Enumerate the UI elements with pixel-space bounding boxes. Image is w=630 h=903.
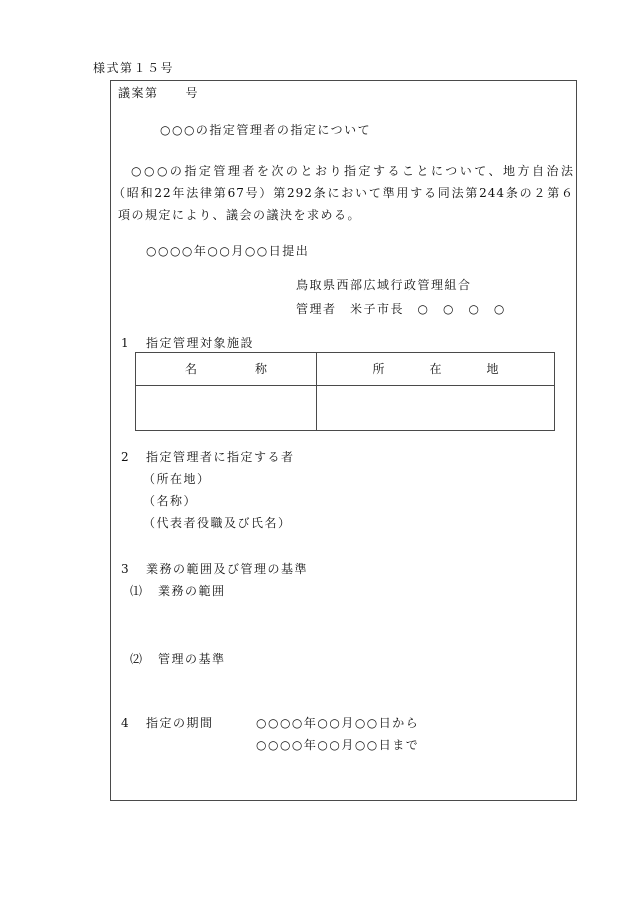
subitem-2-label: 管理の基準 xyxy=(158,652,226,666)
body-line-2: （昭和22年法律第67号）第292条において準用する同法第244条の２第６ xyxy=(113,186,574,200)
designee-address-label: （所在地） xyxy=(143,472,211,486)
section-1-title: 指定管理対象施設 xyxy=(146,336,255,350)
section-4-number: 4 xyxy=(121,716,131,730)
table-row xyxy=(136,386,555,431)
table-header-location: 所 在 地 xyxy=(372,362,506,376)
form-number: 様式第１５号 xyxy=(93,61,175,75)
section-4-title: 指定の期間 xyxy=(146,716,214,730)
designee-representative-label: （代表者役職及び氏名） xyxy=(143,516,292,530)
table-cell-location xyxy=(317,386,555,431)
designee-name-label: （名称） xyxy=(143,494,198,508)
section-3-title: 業務の範囲及び管理の基準 xyxy=(146,562,309,576)
period-start: ○○○○年○○月○○日から xyxy=(256,716,420,730)
bill-number: 議案第 号 xyxy=(118,86,200,100)
body-line-3: 項の規定により、議会の議決を求める。 xyxy=(118,208,362,222)
table-header-name: 名 称 xyxy=(184,362,273,376)
submitter-manager: 管理者 米子市長 ○ ○ ○ ○ xyxy=(296,302,506,316)
submitter-organization: 鳥取県西部広域行政管理組合 xyxy=(296,278,472,292)
section-3-number: 3 xyxy=(121,562,131,576)
facility-table xyxy=(135,352,555,431)
body-line-1: ○○○の指定管理者を次のとおり指定することについて、地方自治法 xyxy=(131,164,574,178)
table-header-cell-name xyxy=(136,353,317,386)
section-2-number: 2 xyxy=(121,450,131,464)
subitem-2-number: ⑵ xyxy=(130,652,144,666)
period-end: ○○○○年○○月○○日まで xyxy=(256,738,420,752)
table-cell-name xyxy=(136,386,317,431)
section-2-title: 指定管理者に指定する者 xyxy=(146,450,295,464)
table-header-cell-location xyxy=(317,353,555,386)
subitem-1-label: 業務の範囲 xyxy=(158,584,226,598)
submission-date: ○○○○年○○月○○日提出 xyxy=(146,244,310,258)
table-header-row xyxy=(136,353,555,386)
subitem-1-number: ⑴ xyxy=(130,584,144,598)
section-1-number: 1 xyxy=(121,336,131,350)
bill-subject: ○○○の指定管理者の指定について xyxy=(160,123,372,137)
